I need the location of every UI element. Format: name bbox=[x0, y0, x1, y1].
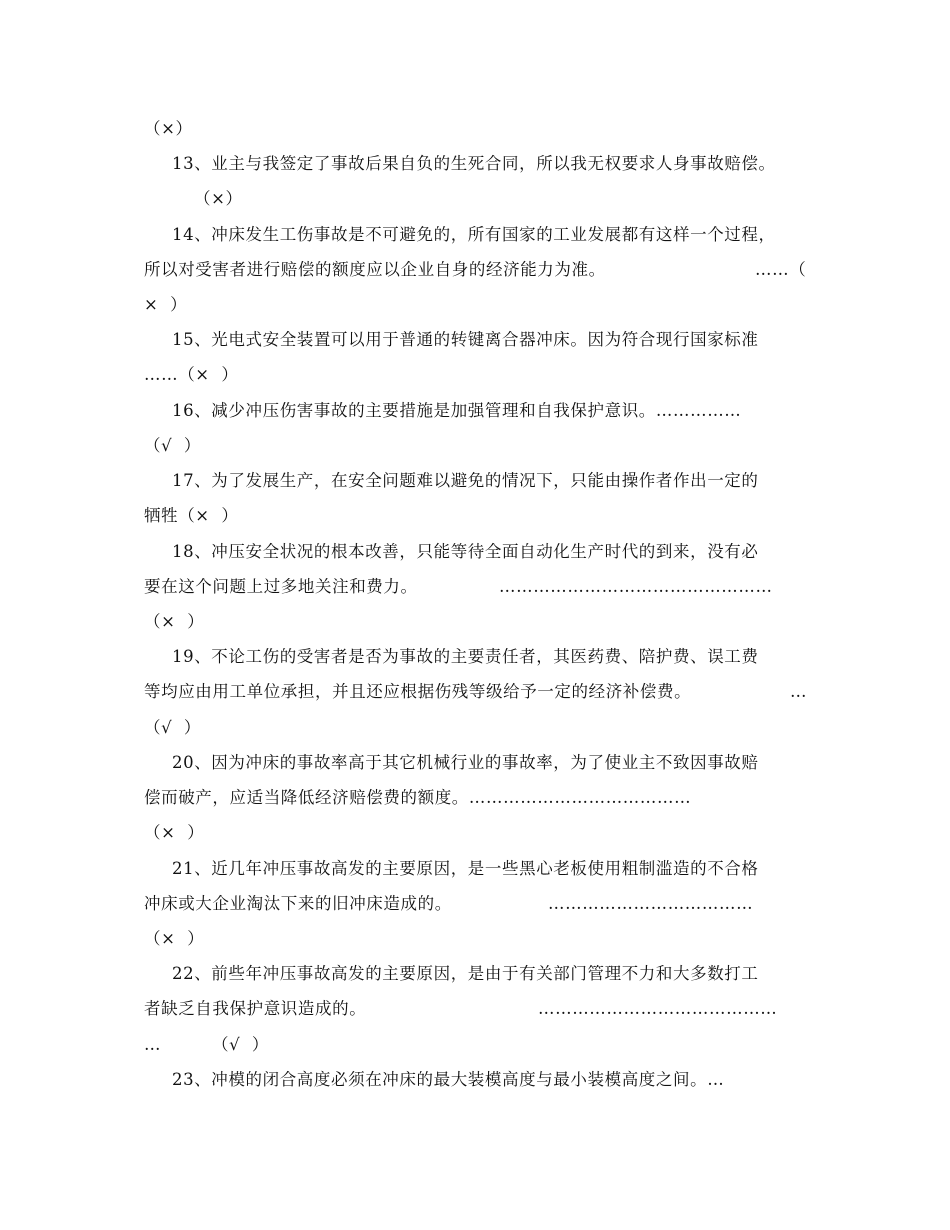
answer-mark: （√ ） bbox=[144, 436, 202, 455]
answer-mark: （√ ） bbox=[212, 1035, 270, 1054]
question-18: 18、冲压安全状况的根本改善，只能等待全面自动化生产时代的到来，没有必 bbox=[172, 542, 759, 561]
answer-mark: （×） bbox=[144, 119, 193, 138]
dot-leader: ……………………………… bbox=[548, 894, 754, 913]
question-22: 22、前些年冲压事故高发的主要原因，是由于有关部门管理不力和大多数打工 bbox=[172, 964, 759, 983]
question-21-continuation: 冲床或大企业淘汰下来的旧冲床造成的。 bbox=[144, 894, 452, 913]
answer-mark: （× ） bbox=[144, 612, 205, 631]
question-21: 21、近几年冲压事故高发的主要原因，是一些黑心老板使用粗制滥造的不合格 bbox=[172, 859, 759, 878]
question-17-continuation: 牺牲（× ） bbox=[144, 506, 239, 525]
question-20: 20、因为冲床的事故率高于其它机械行业的事故率，为了使业主不致因事故赔 bbox=[172, 753, 759, 772]
dot-leader: ……（ bbox=[755, 260, 807, 279]
question-15: 15、光电式安全装置可以用于普通的转键离合器冲床。因为符合现行国家标准 bbox=[172, 330, 759, 349]
dot-leader: ………………………………………… bbox=[499, 577, 773, 596]
answer-mark: （× ） bbox=[144, 929, 205, 948]
question-23: 23、冲模的闭合高度必须在冲床的最大装模高度与最小装模高度之间。… bbox=[172, 1070, 725, 1089]
question-14-continuation: 所以对受害者进行赔偿的额度应以企业自身的经济能力为准。 bbox=[144, 260, 606, 279]
answer-mark: （×） bbox=[194, 189, 243, 208]
question-22-continuation: 者缺乏自我保护意识造成的。 bbox=[144, 999, 367, 1018]
question-19-continuation: 等均应由用工单位承担，并且还应根据伤残等级给予一定的经济补偿费。 bbox=[144, 682, 692, 701]
question-16: 16、减少冲压伤害事故的主要措施是加强管理和自我保护意识。…………… bbox=[172, 401, 742, 420]
dot-leader: … bbox=[144, 1035, 162, 1054]
dot-leader: … bbox=[790, 682, 808, 701]
question-17: 17、为了发展生产，在安全问题难以避免的情况下，只能由操作者作出一定的 bbox=[172, 471, 759, 490]
answer-mark: ……（× ） bbox=[144, 365, 239, 384]
question-20-continuation: 偿而破产，应适当降低经济赔偿费的额度。………………………………… bbox=[144, 788, 692, 807]
question-19: 19、不论工伤的受害者是否为事故的主要责任者，其医药费、陪护费、误工费 bbox=[172, 647, 759, 666]
question-13: 13、业主与我签定了事故后果自负的生死合同，所以我无权要求人身事故赔偿。 bbox=[172, 154, 776, 173]
question-14: 14、冲床发生工伤事故是不可避免的，所有国家的工业发展都有这样一个过程， bbox=[172, 225, 776, 244]
answer-mark: （√ ） bbox=[144, 718, 202, 737]
answer-mark: × ） bbox=[144, 295, 188, 314]
answer-mark: （× ） bbox=[144, 823, 205, 842]
question-18-continuation: 要在这个问题上过多地关注和费力。 bbox=[144, 577, 418, 596]
dot-leader: …………………………………… bbox=[538, 999, 778, 1018]
